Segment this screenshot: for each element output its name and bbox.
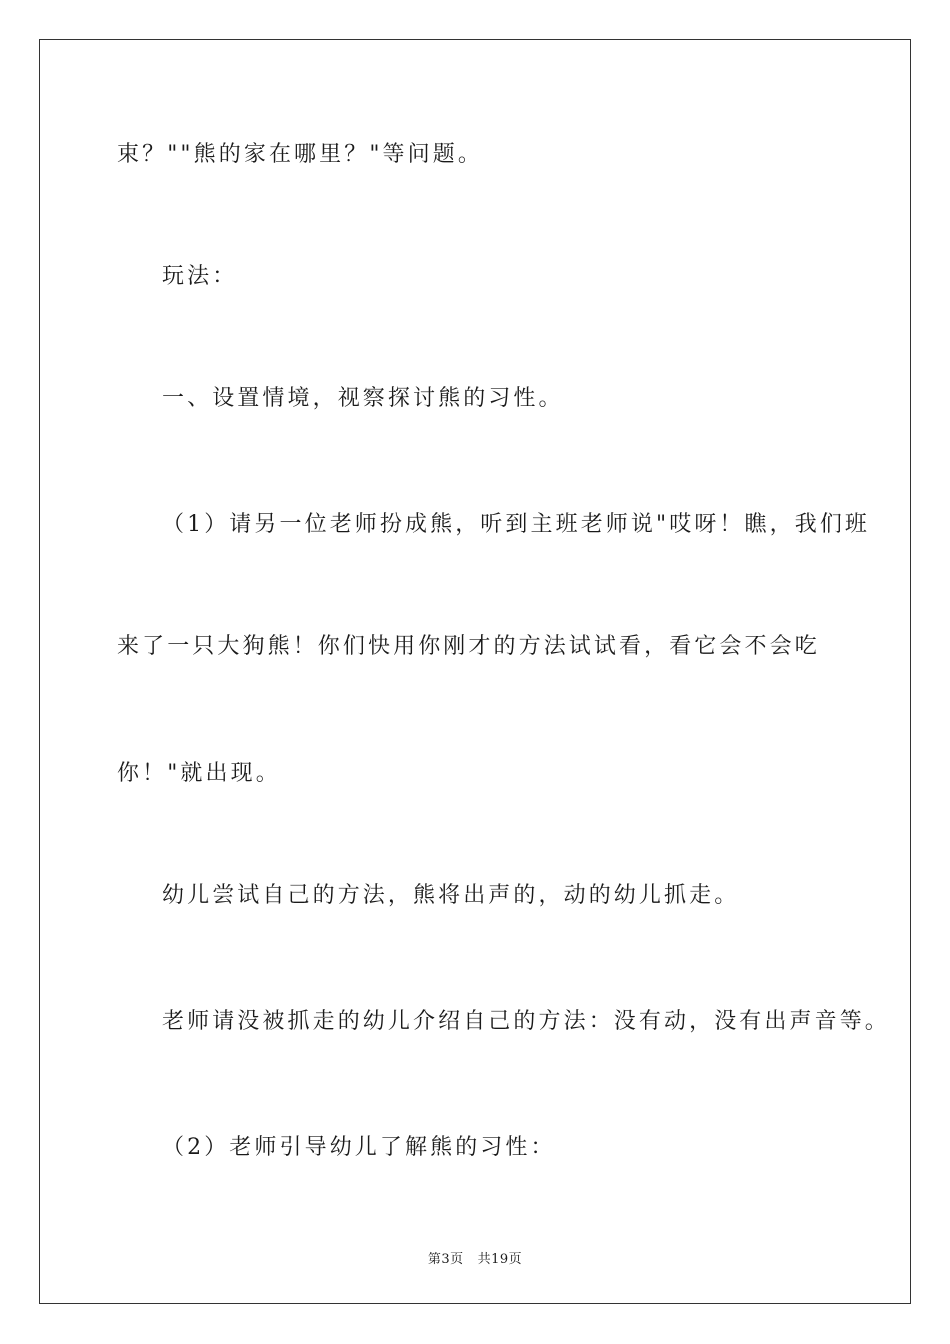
text-line-2: 玩法： [162,264,238,289]
page-number: 第3页 [427,1252,464,1267]
text-line-8: 老师请没被抓走的幼儿介绍自己的方法：没有动，没有出声音等。 [162,1009,890,1034]
text-line-9: （2）老师引导幼儿了解熊的习性： [162,1135,556,1160]
text-line-4: （1）请另一位老师扮成熊，听到主班老师说"哎呀！瞧，我们班 [162,512,871,537]
text-line-5: 来了一只大狗熊！你们快用你刚才的方法试试看，看它会不会吃 [117,634,820,659]
page-total: 共19页 [477,1252,523,1267]
text-line-7: 幼儿尝试自己的方法，熊将出声的，动的幼儿抓走。 [162,883,740,908]
text-line-1: 束？""熊的家在哪里？"等问题。 [117,142,483,167]
page-footer [0,1248,950,1267]
text-line-6: 你！"就出现。 [117,761,281,786]
text-line-3: 一、设置情境，视察探讨熊的习性。 [162,386,564,411]
page-frame [39,39,911,1304]
